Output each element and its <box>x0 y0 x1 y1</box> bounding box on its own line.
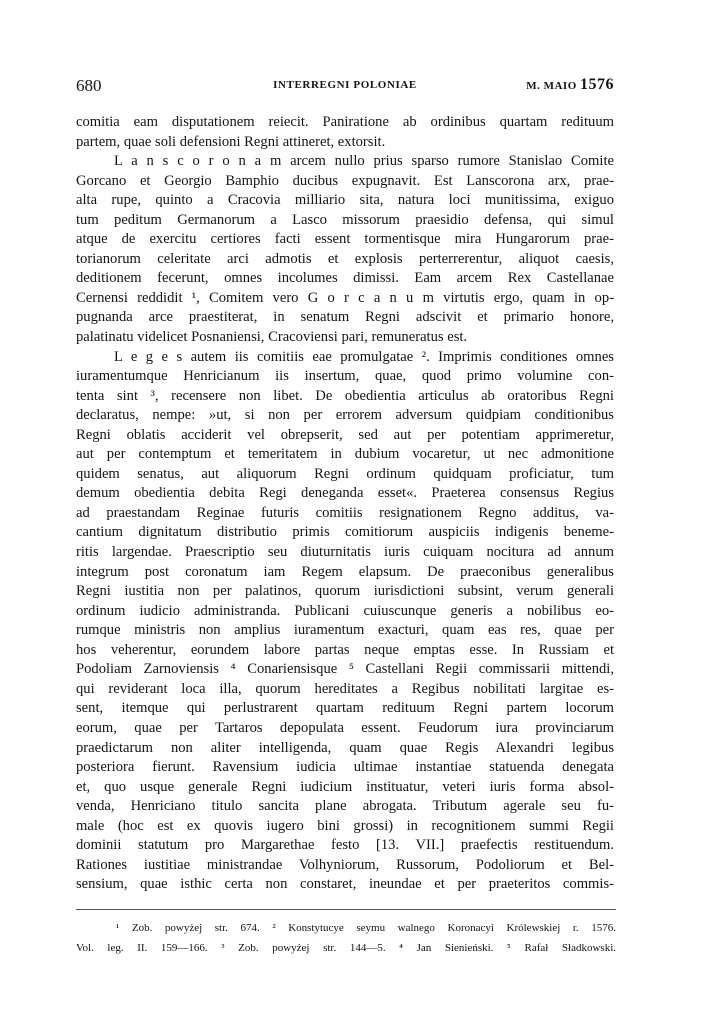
text-line: deditionem fecerunt, omnes incolumes dimissi. Eam arcem Rex Castellanae <box>76 270 614 287</box>
footnotes <box>76 918 616 958</box>
text-line: tenta sint ³, recensere non libet. De obedientia articulus ab oratoribus Regni <box>76 387 614 404</box>
text-line: venda, Henriciano titulo sancita plane abrogata. Tributum agerale seu fu- <box>76 798 614 815</box>
text-line: Regni iustitia non per palatinos, quorum iurisdictioni subsint, verum generali <box>76 583 614 600</box>
header-date-prefix: M. MAIO <box>526 80 577 92</box>
text-line: demum obedientia debita Regi deneganda esset«. Praeterea consensus Regius <box>76 485 614 502</box>
text-line: L e g e s autem iis comitiis eae promulgatae ². Imprimis conditiones omnes <box>114 348 614 365</box>
text-line: torianorum celeritate arci admotis et explosis perterrerentur, aliquot caesis, <box>76 250 614 267</box>
text-line: pugnanda arce praestiterat, in senatum Regni adscivit et primario honore, <box>76 309 614 326</box>
text-line: rumque ministris non amplius iuramentum exacturi, quam eas res, quae per <box>76 622 614 639</box>
text-line: aut per contemptum et temeritatem in dubium vocaretur, ut nec admonitione <box>76 446 614 463</box>
text-line: Gorcano et Georgio Bamphio ducibus expugnavit. Est Lanscorona arx, prae- <box>76 172 614 189</box>
text-line: posteriora fierunt. Ravensium iudicia ultimae instantiae statuenda denegata <box>76 759 614 776</box>
text-line: dominii statutum pro Margarethae festo [13. VII.] praefectis restituendum. <box>76 837 614 854</box>
text-line: sensium, quae isthic certa non constaret, ineundae et per praeteritos commis- <box>76 876 614 893</box>
text-line: palatinatu videlicet Posnaniensi, Cracoviensi pari, remuneratus est. <box>76 329 468 346</box>
text-line: ad praestandam Reginae futuris comitiis resignationem Regno additus, va- <box>76 504 614 521</box>
text-line: L a n s c o r o n a m arcem nullo prius sparso rumore Stanislao Comite <box>114 153 614 170</box>
page-header <box>76 76 614 98</box>
text-line: declaratus, nempe: »ut, si non per errorem adversum quidpiam conditionibus <box>76 407 614 424</box>
text-line: Cernensi reddidit ¹, Comitem vero G o r c a n u m virtutis ergo, quam in op- <box>76 289 614 306</box>
header-date <box>526 76 614 94</box>
text-line: sent, itemque qui perlustrarent quartam redituum Regni partem locorum <box>76 700 614 717</box>
text-line: tum peditum Germanorum a Lasco missorum praesidio defensa, qui simul <box>76 211 614 228</box>
text-line: Rationes iustitiae ministrandae Volhyniorum, Russorum, Podoliorum et Bel- <box>76 856 614 873</box>
text-line: et, quo usque generale Regni iudicium instituatur, veteri iuris forma absol- <box>76 778 614 795</box>
text-line: alta rupe, quinto a Cracovia milliario sita, natura loci munitissima, exiguo <box>76 192 614 209</box>
text-line: iuramentumque Henricianum iis insertum, quae, quod primo volumine con- <box>76 368 614 385</box>
footnote-line-1: ¹ Zob. powyżej str. 674. ² Konstytucye seymu walnego Koronacyi Królewskiej r. 1576. <box>116 922 616 934</box>
header-year: 1576 <box>580 76 614 93</box>
text-line: atque de exercitu certiores facti essent tormentisque mira Hungarorum prae- <box>76 231 614 248</box>
footnote-line-2: Vol. leg. II. 159—166. ³ Zob. powyżej str. 144—5. ⁴ Jan Sieniеński. ⁵ Rafał Sładkowski. <box>76 942 616 954</box>
text-line: qui reviderant loca illa, quorum hereditates a Regibus nobilitati largitae es- <box>76 680 614 697</box>
text-line: quidem senatus, aut aliquorum Regni ordinum quidquam proficiatur, tum <box>76 465 614 482</box>
text-line: male (hoc est ex quovis iugero bini grossi) in recognitionem summi Regii <box>76 817 614 834</box>
text-line: comitia eam disputationem reiecit. Paniratione ab ordinibus quartam redituum <box>76 114 614 130</box>
footnote-rule <box>76 909 616 910</box>
text-line: ritis largendae. Praescriptio seu diuturnitatis iuris cuiquam nocitura ad annum <box>76 544 614 561</box>
body-text <box>76 113 614 895</box>
text-line: ordinum iudicio administranda. Publicani cuiuscunque generis a nobilibus eo- <box>76 602 614 619</box>
text-line: hos veherentur, eorundem labore partas neque emptas esse. In Russiam et <box>76 641 614 658</box>
text-line: partem, quae soli defensioni Regni attineret, extorsit. <box>76 133 386 150</box>
text-line: praedictarum non aliter intelligenda, quam quae Regis Alexandri legibus <box>76 739 614 756</box>
text-line: cantium dignitatum distributio primis comitiorum auspiciis indigenis beneme- <box>76 524 614 541</box>
page-number: 680 <box>76 76 102 95</box>
text-line: eorum, quae per Tartaros depopulata essent. Feudorum iura provinciarum <box>76 719 614 736</box>
text-line: integrum post coronatum iam Regem elapsum. De praeconibus generalibus <box>76 563 614 580</box>
text-line: Podoliam Zarnoviensis ⁴ Conariensisque ⁵ Castellani Regii commissarii mittendi, <box>76 661 614 678</box>
running-title: INTERREGNI POLONIAE <box>273 79 417 91</box>
text-line: Regni oblatis acciderit vel obrepserit, sed aut per potentiam apprimeretur, <box>76 426 614 443</box>
